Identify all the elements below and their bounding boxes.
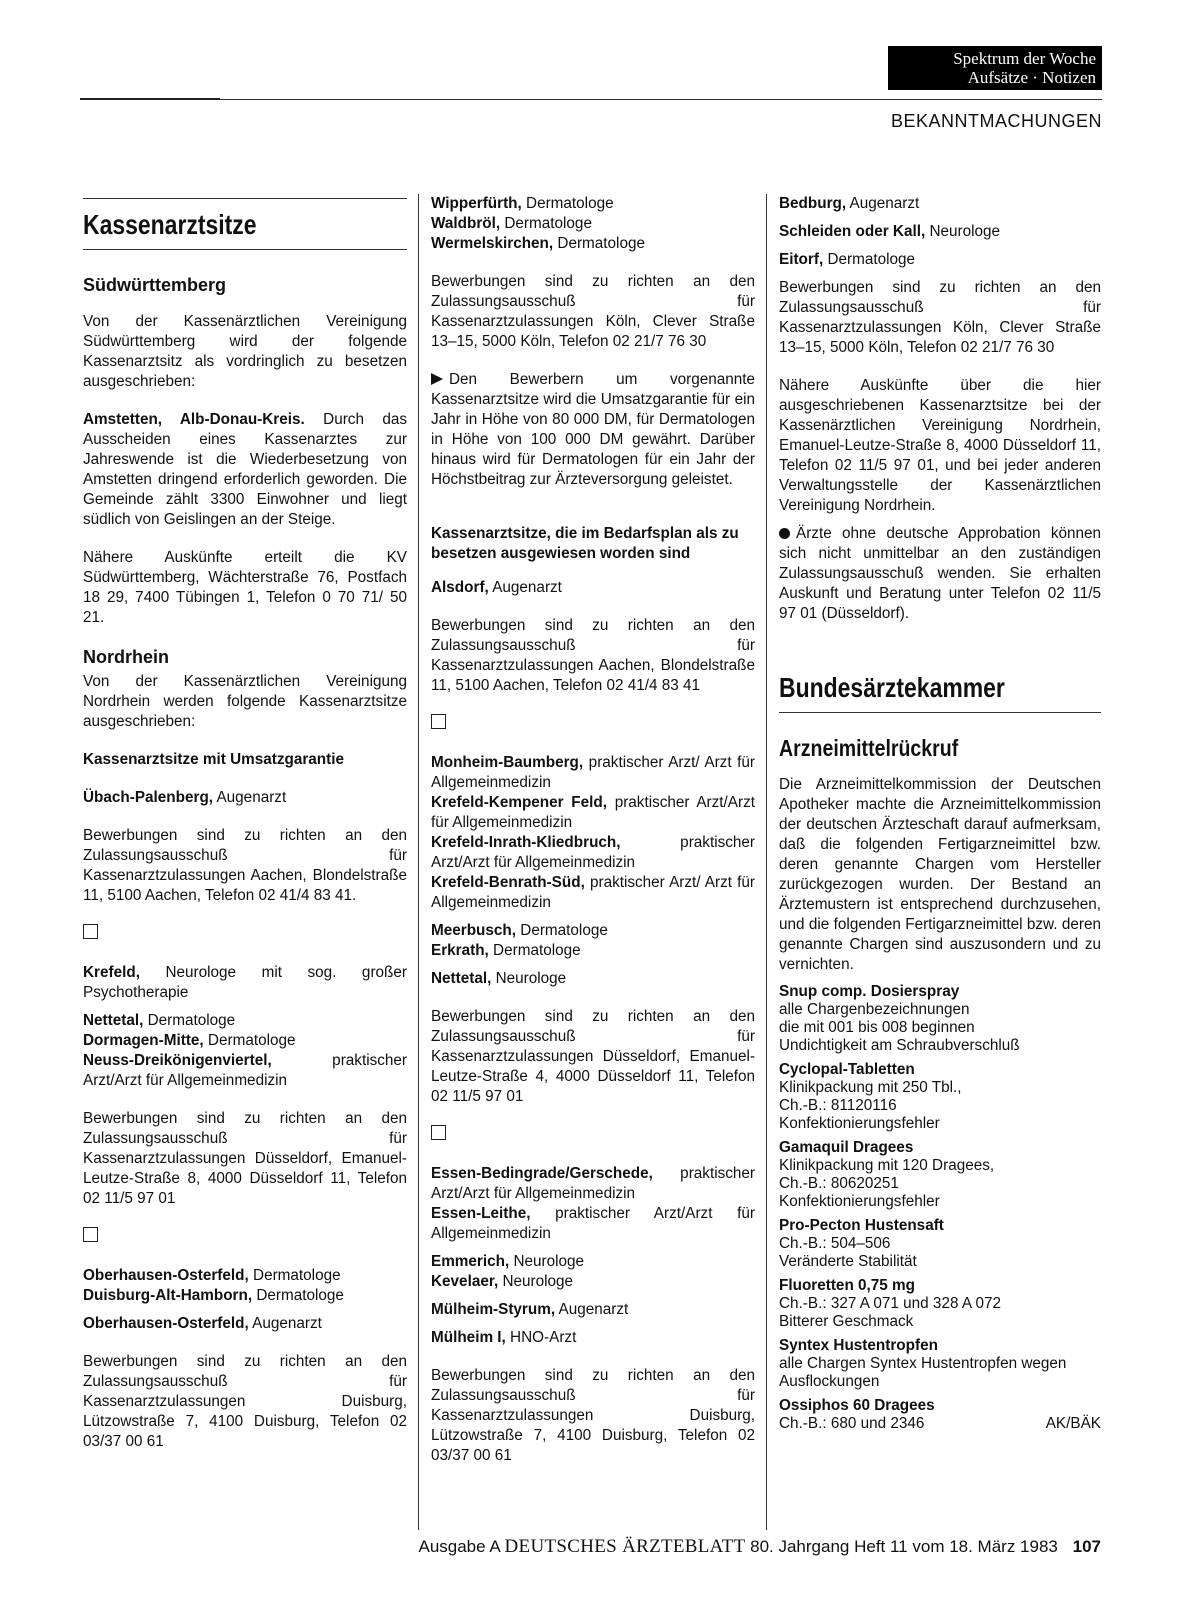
bullet-icon — [779, 528, 790, 539]
list-item: Krefeld-Inrath-Kliedbruch, praktischer Arzt/Arzt für Allgemeinmedizin — [431, 834, 755, 871]
medication-detail: Klinikpackung mit 120 Dragees, — [779, 1157, 995, 1174]
paragraph: Von der Kassenärztlichen Vereinigung Nordrhein werden folgende Kassenarztsitze ausgeschrieben: — [83, 673, 407, 730]
tag-line-1: Spektrum der Woche — [953, 49, 1096, 68]
medication-detail: Ch.-B.: 80620251 — [779, 1175, 899, 1192]
medication-detail: alle Chargenbezeichnungen — [779, 1001, 970, 1018]
paragraph: Bewerbungen sind zu richten an den Zulassungsausschuß für Kassenarztzulassungen Köln, Clever Straße 13–15, 5000 Köln, Telefon 02 21/7 76 30 — [431, 273, 755, 350]
top-rule — [80, 99, 1102, 100]
medication-name: Pro-Pecton Hustensaft — [779, 1217, 944, 1234]
medication-detail: Klinikpackung mit 250 Tbl., — [779, 1079, 962, 1096]
list-item: Krefeld-Kempener Feld, praktischer Arzt/Arzt für Allgemeinmedizin — [431, 794, 755, 831]
medication-name: Gamaquil Dragees — [779, 1139, 914, 1156]
list-item: Oberhausen-Osterfeld, Dermatologe — [83, 1267, 341, 1284]
article-title: Bundesärztekammer — [779, 672, 1005, 703]
list-item: Krefeld-Benrath-Süd, praktischer Arzt/ Arzt für Allgemeinmedizin — [431, 874, 755, 911]
paragraph: Bewerbungen sind zu richten an den Zulassungsausschuß für Kassenarztzulassungen Düsseldorf, Emanuel-Leutze-Straße 8, 4000 Düsseldorf 11, Telefon 02 11/5 97 01 — [83, 1110, 407, 1207]
medication-detail: Bitterer Geschmack — [779, 1313, 914, 1330]
list-item: Nettetal, Dermatologe — [83, 1012, 236, 1029]
medication-detail: Ch.-B.: 327 A 071 und 328 A 072 — [779, 1295, 1001, 1312]
column-divider-2 — [766, 194, 767, 1530]
paragraph: Von der Kassenärztlichen Vereinigung Südwürttemberg wird der folgende Kassenarztsitz als vordringlich zu besetzen ausgeschrieben: — [83, 313, 407, 390]
section-tag — [888, 46, 1102, 90]
title-rule-bottom — [83, 249, 407, 250]
list-item: Erkrath, Dermatologe — [431, 942, 581, 959]
paragraph: Amstetten, Alb-Donau-Kreis. Durch das Ausscheiden eines Kassenarztes zur Jahreswende ist die Wiederbesetzung von Amstetten dringend erforderlich geworden. Die Gemeinde zählt 3300 Einwohner und liegt südlich von Geislingen an der Steige. — [83, 411, 407, 528]
list-item: Duisburg-Alt-Hamborn, Dermatologe — [83, 1287, 344, 1304]
medication-name: Fluoretten 0,75 mg — [779, 1277, 915, 1294]
title-rule-bottom — [779, 712, 1101, 713]
paragraph: Bewerbungen sind zu richten an den Zulassungsausschuß für Kassenarztzulassungen Duisburg, Lützowstraße 7, 4100 Duisburg, Telefon 02 03/37 00 61 — [431, 1367, 755, 1464]
column-2 — [431, 194, 755, 1484]
column-divider-1 — [418, 194, 419, 1530]
section-title: BEKANNTMACHUNGEN — [890, 111, 1102, 131]
list-item: Neuss-Dreikönigenviertel, praktischer Arzt/Arzt für Allgemeinmedizin — [83, 1052, 407, 1089]
list-item: Meerbusch, Dermatologe — [431, 922, 608, 939]
medication-detail: Konfektionierungsfehler — [779, 1193, 940, 1210]
box-separator-icon — [83, 1227, 98, 1242]
medication-entry — [779, 1277, 1101, 1331]
heading-arzneimittelrueckruf: Arzneimittelrückruf — [779, 735, 959, 761]
paragraph: Nähere Auskünfte über die hier ausgeschriebenen Kassenarztsitze bei der Kassenärztlichen Vereinigung Nordrhein, Emanuel-Leutze-Straße 8, 4000 Düsseldorf 11, Telefon 02 11/5 97 01, und bei jeder anderen Verwaltungsstelle der Kassenärztlichen Vereinigung Nordrhein. — [779, 377, 1101, 514]
list-item: Oberhausen-Osterfeld, Augenarzt — [83, 1315, 322, 1332]
paragraph: Die Arzneimittelkommission der Deutschen Apotheker machte die Arzneimittelkommission der deutschen Ärzteschaft darauf aufmerksam, daß die folgenden Fertigarzneimittel bzw. deren genannte Chargen vom Hersteller zurückgezogen wurden. Der Bestand an Ärztemustern ist entsprechend durchzusehen, und die folgenden Fertigarzneimittel bzw. deren genannte Chargen sind auszusondern und zu vernichten. — [779, 776, 1101, 973]
medication-name: Ossiphos 60 Dragees — [779, 1397, 935, 1414]
paragraph: Ärzte ohne deutsche Approbation können sich nicht unmittelbar an den zuständigen Zulassungsausschuß wenden. Sie erhalten Auskunft und Beratung unter Telefon 02 11/5 97 01 (Düsseldorf). — [779, 525, 1101, 622]
list-item: Mülheim-Styrum, Augenarzt — [431, 1301, 629, 1318]
paragraph: Bewerbungen sind zu richten an den Zulassungsausschuß für Kassenarztzulassungen Düsseldorf, Emanuel-Leutze-Straße 4, 4000 Düsseldorf 11, Telefon 02 11/5 97 01 — [431, 1008, 755, 1105]
medication-detail: Veränderte Stabilität — [779, 1253, 917, 1270]
list-item: Bedburg, Augenarzt — [779, 195, 920, 212]
subheading: Kassenarztsitze, die im Bedarfsplan als zu besetzen ausgewiesen worden sind — [431, 525, 739, 562]
medication-list — [779, 983, 1101, 1433]
paragraph: Nähere Auskünfte erteilt die KV Südwürttemberg, Wächterstraße 76, Postfach 18 29, 7400 Tübingen 1, Telefon 0 70 71/ 50 21. — [83, 549, 407, 626]
footer-edition: Ausgabe A — [418, 1537, 500, 1556]
subheading: Kassenarztsitze mit Umsatzgarantie — [83, 751, 344, 768]
medication-name: Syntex Hustentropfen — [779, 1337, 938, 1354]
page-number: 107 — [1072, 1537, 1101, 1556]
column-1 — [83, 198, 407, 1470]
medication-detail: Ch.-B.: 680 und 2346 — [779, 1415, 925, 1432]
top-rule-accent — [80, 98, 220, 100]
paragraph: Bewerbungen sind zu richten an den Zulassungsausschuß für Kassenarztzulassungen Aachen, Blondelstraße 11, 5100 Aachen, Telefon 02 41/4 83 41. — [83, 827, 407, 904]
medication-entry — [779, 1337, 1101, 1391]
list-item: Wermelskirchen, Dermatologe — [431, 235, 645, 252]
medication-entry — [779, 1397, 1101, 1433]
medication-detail: alle Chargen Syntex Hustentropfen wegen Ausflockungen — [779, 1355, 1067, 1390]
arrow-right-icon — [431, 373, 443, 385]
medication-detail: Ch.-B.: 504–506 — [779, 1235, 891, 1252]
medication-name: Snup comp. Dosierspray — [779, 983, 960, 1000]
list-item: Wipperfürth, Dermatologe — [431, 195, 614, 212]
list-item: Kevelaer, Neurologe — [431, 1273, 574, 1290]
paragraph: Bewerbungen sind zu richten an den Zulassungsausschuß für Kassenarztzulassungen Aachen, Blondelstraße 11, 5100 Aachen, Telefon 02 41/4 83 41 — [431, 617, 755, 694]
list-item: Waldbröl, Dermatologe — [431, 215, 592, 232]
tag-line-2: Aufsätze · Notizen — [967, 68, 1096, 87]
medication-detail: Ch.-B.: 81120116 — [779, 1097, 897, 1114]
medication-entry — [779, 1061, 1101, 1133]
signature: AK/BÄK — [1045, 1415, 1101, 1432]
paragraph: Bewerbungen sind zu richten an den Zulassungsausschuß für Kassenarztzulassungen Köln, Clever Straße 13–15, 5000 Köln, Telefon 02 21/7 76 30 — [779, 279, 1101, 356]
list-item: Schleiden oder Kall, Neurologe — [779, 223, 1001, 240]
paragraph: Bewerbungen sind zu richten an den Zulassungsausschuß für Kassenarztzulassungen Duisburg, Lützowstraße 7, 4100 Duisburg, Telefon 02 03/37 00 61 — [83, 1353, 407, 1450]
list-item: Essen-Leithe, praktischer Arzt/Arzt für Allgemeinmedizin — [431, 1205, 755, 1242]
footer-journal: DEUTSCHES ÄRZTEBLATT — [504, 1536, 746, 1557]
medication-entry — [779, 1217, 1101, 1271]
heading-nordrhein: Nordrhein — [83, 647, 170, 667]
list-item: Dormagen-Mitte, Dermatologe — [83, 1032, 296, 1049]
list-item: Mülheim I, HNO-Arzt — [431, 1329, 577, 1346]
list-item: Essen-Bedingrade/Gerschede, praktischer Arzt/Arzt für Allgemeinmedizin — [431, 1165, 755, 1202]
medication-detail: die mit 001 bis 008 beginnen — [779, 1019, 975, 1036]
list-item: Eitorf, Dermatologe — [779, 251, 916, 268]
box-separator-icon — [431, 714, 446, 729]
list-item: Emmerich, Neurologe — [431, 1253, 585, 1270]
heading-suedwuerttemberg: Südwürttemberg — [83, 275, 227, 295]
list-item: Nettetal, Neurologe — [431, 970, 567, 987]
medication-entry — [779, 1139, 1101, 1211]
list-item: Krefeld, Neurologe mit sog. großer Psychotherapie — [83, 964, 407, 1001]
box-separator-icon — [83, 924, 98, 939]
column-3 — [779, 194, 1101, 1439]
medication-detail: Konfektionierungsfehler — [779, 1115, 940, 1132]
page-footer — [0, 1536, 1101, 1558]
medication-detail: Undichtigkeit am Schraubverschluß — [779, 1037, 1020, 1054]
list-item: Alsdorf, Augenarzt — [431, 579, 562, 596]
list-item: Übach-Palenberg, Augenarzt — [83, 789, 287, 806]
footer-issue: 80. Jahrgang Heft 11 vom 18. März 1983 — [750, 1537, 1058, 1556]
list-item: Monheim-Baumberg, praktischer Arzt/ Arzt für Allgemeinmedizin — [431, 754, 755, 791]
title-rule-top — [83, 198, 407, 199]
box-separator-icon — [431, 1125, 446, 1140]
paragraph: Den Bewerbern um vorgenannte Kassenarztsitze wird die Umsatzgarantie für ein Jahr in Höhe von 80 000 DM, für Dermatologen in Höhe von 100 000 DM gewährt. Darüber hinaus wird für Dermatologen für ein Jahr der Höchstbeitrag zur Ärzteversorgung geleistet. — [431, 371, 755, 488]
medication-name: Cyclopal-Tabletten — [779, 1061, 915, 1078]
medication-entry — [779, 983, 1101, 1055]
article-title: Kassenarztsitze — [83, 209, 257, 240]
